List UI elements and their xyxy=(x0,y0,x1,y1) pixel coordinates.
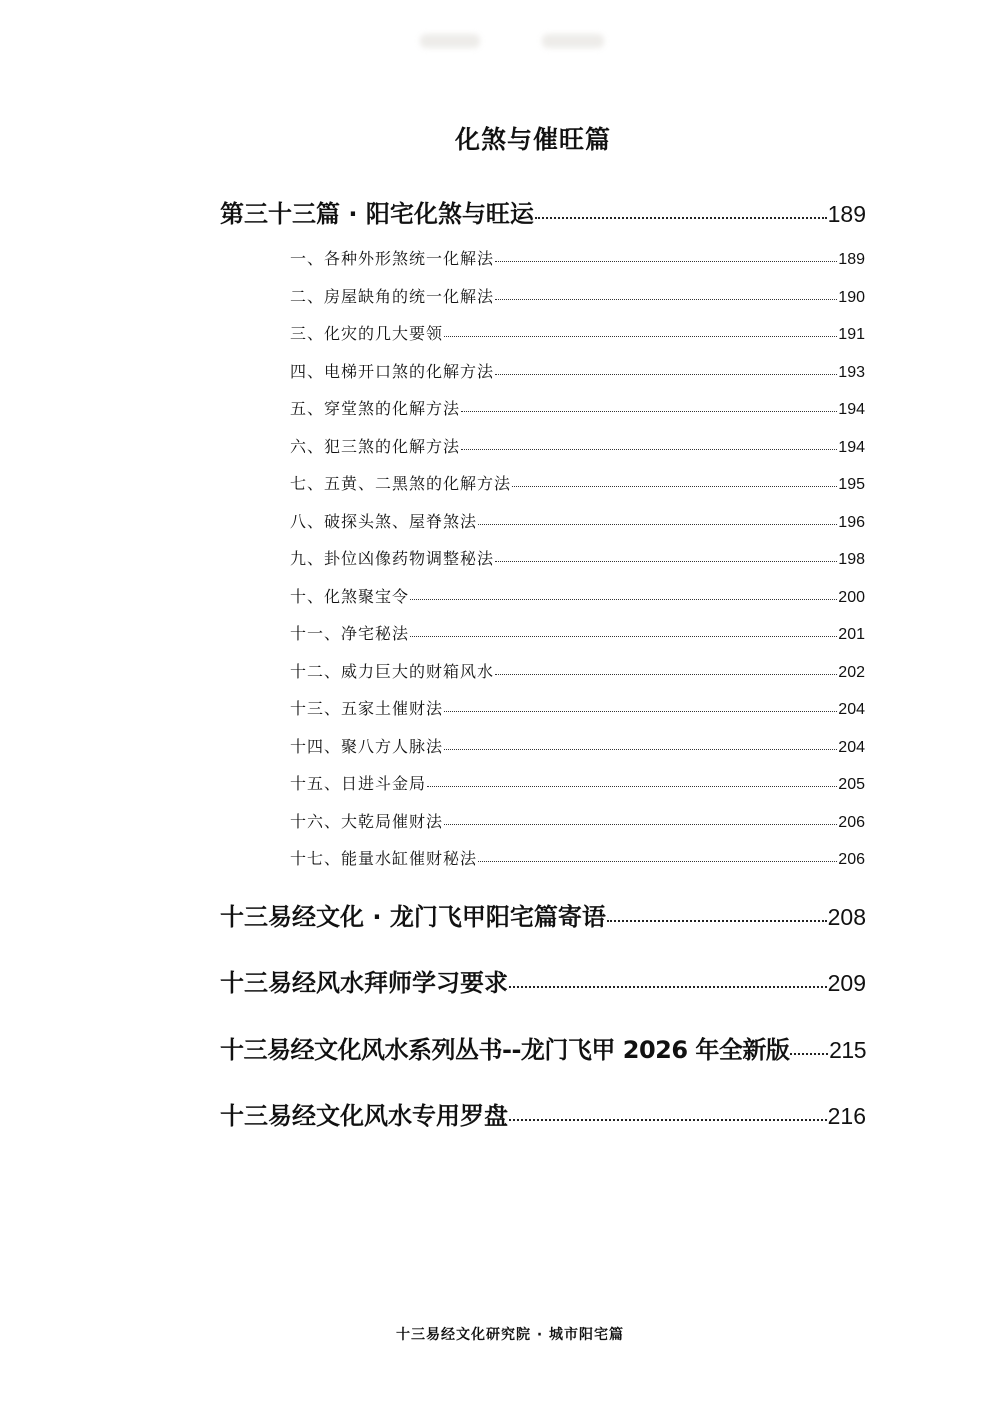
toc-sub-entry[interactable] xyxy=(290,471,865,494)
dot-leader xyxy=(790,1034,828,1058)
toc-entry-label: 十一、净宅秘法 xyxy=(290,624,410,643)
toc-main-entry[interactable] xyxy=(220,963,866,998)
toc-main-entry[interactable] xyxy=(220,194,866,229)
toc-page-number: 205 xyxy=(838,776,865,793)
dot-leader xyxy=(478,848,837,864)
toc-page-number: 189 xyxy=(827,201,866,227)
toc-entry-label: 十三易经文化风水系列丛书--龙门飞甲 2026 年全新版 xyxy=(220,1036,790,1064)
dot-leader xyxy=(495,548,837,564)
dot-leader xyxy=(509,967,827,991)
toc-entry-label: 八、破探头煞、屋脊煞法 xyxy=(290,512,478,531)
dot-leader xyxy=(509,1100,827,1124)
scan-smudge xyxy=(420,34,480,48)
toc-entry-label: 十五、日进斗金局 xyxy=(290,774,427,793)
dot-leader xyxy=(495,661,837,677)
toc-entry-label: 十、化煞聚宝令 xyxy=(290,587,410,606)
toc-page-number: 196 xyxy=(838,514,865,531)
toc-sub-entry[interactable] xyxy=(290,246,865,269)
scan-smudge xyxy=(542,34,604,48)
toc-page-number: 216 xyxy=(827,1103,866,1129)
toc-entry-label: 三、化灾的几大要领 xyxy=(290,324,444,343)
toc-entry-label: 十二、威力巨大的财箱风水 xyxy=(290,662,495,681)
toc-entry-label: 十三、五家土催财法 xyxy=(290,699,444,718)
toc-sub-entry[interactable] xyxy=(290,359,865,382)
toc-entry-label: 十三易经文化风水专用罗盘 xyxy=(220,1102,508,1130)
toc-sub-entry[interactable] xyxy=(290,321,865,344)
toc-sub-entry[interactable] xyxy=(290,396,865,419)
toc-entry-label: 十七、能量水缸催财秘法 xyxy=(290,849,478,868)
toc-sub-entry[interactable] xyxy=(290,546,865,569)
dot-leader xyxy=(495,248,837,264)
toc-entry-label: 十三易经风水拜师学习要求 xyxy=(220,969,508,997)
dot-leader xyxy=(444,736,837,752)
dot-leader xyxy=(495,286,837,302)
toc-entry-label: 四、电梯开口煞的化解方法 xyxy=(290,362,495,381)
toc-page-number: 202 xyxy=(838,664,865,681)
toc-page-number: 200 xyxy=(838,589,865,606)
toc-sub-entry[interactable] xyxy=(290,659,865,682)
toc-sub-entry[interactable] xyxy=(290,771,865,794)
toc-sub-entry[interactable] xyxy=(290,621,865,644)
toc-main-entry[interactable] xyxy=(220,1030,866,1065)
toc-entry-label: 十三易经文化 · 龙门飞甲阳宅篇寄语 xyxy=(220,903,606,931)
toc-sub-entry[interactable] xyxy=(290,846,865,869)
dot-leader xyxy=(512,473,837,489)
toc-sub-entry[interactable] xyxy=(290,734,865,757)
toc-page-number: 191 xyxy=(838,326,865,343)
dot-leader xyxy=(444,323,837,339)
page-footer: 十三易经文化研究院 · 城市阳宅篇 xyxy=(395,1327,625,1343)
toc-page-number: 206 xyxy=(838,851,865,868)
toc-page-number: 209 xyxy=(827,970,866,996)
toc-page-number: 194 xyxy=(838,439,865,456)
toc-sub-entry[interactable] xyxy=(290,509,865,532)
dot-leader xyxy=(495,361,837,377)
dot-leader xyxy=(478,511,837,527)
toc-page-number: 206 xyxy=(838,814,865,831)
dot-leader xyxy=(427,773,837,789)
toc-sub-entry[interactable] xyxy=(290,434,865,457)
dot-leader xyxy=(410,586,837,602)
toc-entry-label: 十四、聚八方人脉法 xyxy=(290,737,444,756)
toc-page-number: 204 xyxy=(838,739,865,756)
toc-page-number: 193 xyxy=(838,364,865,381)
toc-entry-label: 五、穿堂煞的化解方法 xyxy=(290,399,461,418)
toc-sub-entry[interactable] xyxy=(290,809,865,832)
toc-entry-label: 九、卦位凶像药物调整秘法 xyxy=(290,549,495,568)
toc-entry-label: 七、五黄、二黑煞的化解方法 xyxy=(290,474,512,493)
toc-entry-label: 一、各种外形煞统一化解法 xyxy=(290,249,495,268)
toc-sub-entry[interactable] xyxy=(290,696,865,719)
toc-page-number: 189 xyxy=(838,251,865,268)
toc-page-number: 190 xyxy=(838,289,865,306)
dot-leader xyxy=(461,398,837,414)
dot-leader xyxy=(444,811,837,827)
toc-sub-entry[interactable] xyxy=(290,284,865,307)
toc-page-number: 195 xyxy=(838,476,865,493)
toc-page-number: 198 xyxy=(838,551,865,568)
toc-entry-label: 第三十三篇 · 阳宅化煞与旺运 xyxy=(220,200,534,228)
toc-main-entry[interactable] xyxy=(220,1096,866,1131)
dot-leader xyxy=(461,436,837,452)
dot-leader xyxy=(535,198,827,222)
toc-entry-label: 二、房屋缺角的统一化解法 xyxy=(290,287,495,306)
toc-page-number: 201 xyxy=(838,626,865,643)
toc-page-number: 194 xyxy=(838,401,865,418)
toc-entry-label: 六、犯三煞的化解方法 xyxy=(290,437,461,456)
section-title: 化煞与催旺篇 xyxy=(454,125,611,154)
toc-entry-label: 十六、大乾局催财法 xyxy=(290,812,444,831)
dot-leader xyxy=(410,623,837,639)
dot-leader xyxy=(607,901,827,925)
toc-page-number: 208 xyxy=(827,904,866,930)
toc-main-entry[interactable] xyxy=(220,897,866,932)
toc-sub-entry[interactable] xyxy=(290,584,865,607)
toc-page-number: 215 xyxy=(829,1037,866,1063)
dot-leader xyxy=(444,698,837,714)
toc-page-number: 204 xyxy=(838,701,865,718)
